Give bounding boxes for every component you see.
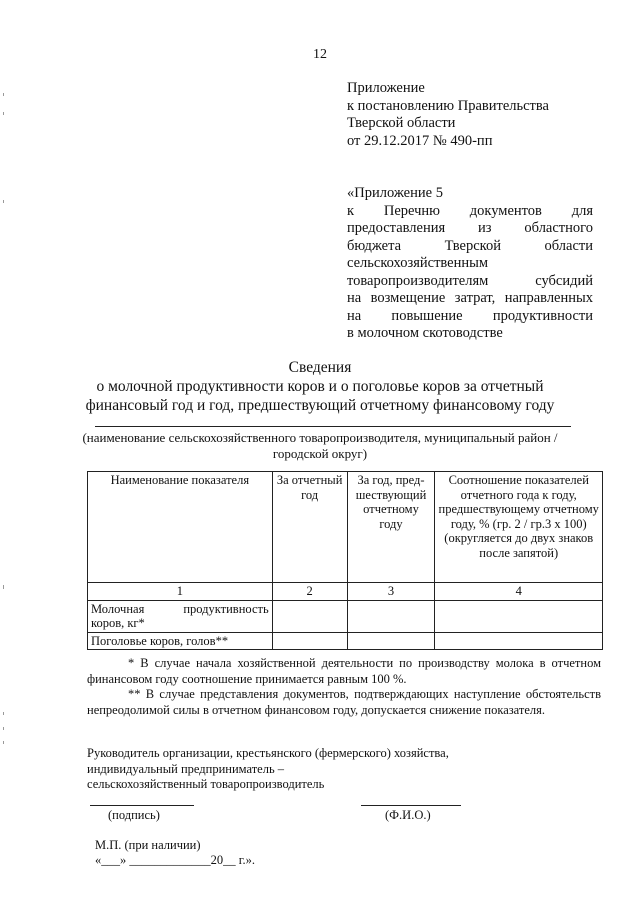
signature-underline	[90, 805, 194, 806]
approval-line: к постановлению Правительства	[347, 97, 549, 114]
annex-line: на повышение продуктивности	[347, 307, 593, 324]
table-header-cell: Соотношение показателей отчетного года к году, предшествующему отчетному году, % (гр. 2 / гр.3 х 100) (округляется до двух знаков после запятой)	[435, 472, 603, 583]
annex-body	[347, 203, 593, 343]
row-label-part: коров, кг*	[91, 616, 145, 630]
table-header-cell: За отчетный год	[272, 472, 347, 583]
annex-line: сельскохозяйственным	[347, 255, 489, 271]
table-header-cell: Наименование показателя	[88, 472, 273, 583]
scan-mark	[3, 200, 4, 203]
indicators-table	[87, 471, 603, 650]
column-number: 4	[435, 583, 603, 601]
annex-line: на возмещение затрат, направленных	[347, 290, 593, 306]
table-cell	[347, 632, 435, 650]
annex-title: «Приложение 5	[347, 185, 443, 201]
signature-line: сельскохозяйственный товаропроизводитель	[87, 777, 325, 791]
table-header-row	[88, 472, 603, 583]
fio-caption: (Ф.И.О.)	[385, 808, 431, 822]
table-cell	[347, 600, 435, 632]
caption-line: (наименование сельскохозяйственного товаропроизводителя, муниципальный район /	[82, 430, 558, 445]
signature-caption: (подпись)	[108, 808, 160, 822]
stamp-place: М.П. (при наличии)	[95, 838, 201, 852]
title-line: финансовый год и год, предшествующий отчетному финансовому году	[85, 397, 555, 414]
approval-line: от 29.12.2017 № 490-пп	[347, 132, 493, 149]
scan-mark	[3, 93, 4, 96]
fio-underline	[361, 805, 461, 806]
signature-line: Руководитель организации, крестьянского (фермерского) хозяйства,	[87, 746, 449, 760]
row-label-part: продуктивность	[183, 601, 269, 616]
approval-line: Тверской области	[347, 115, 456, 131]
footnote: ** В случае представления документов, подтверждающих наступление обстоятельств непреодолимой силы в отчетном финансовом году, допускается снижение показателя.	[87, 687, 601, 717]
annex-header	[347, 185, 593, 343]
footnote: * В случае начала хозяйственной деятельности по производству молока в отчетном финансовом году соотношение принимается равным 100 %.	[87, 656, 601, 686]
table-cell	[435, 632, 603, 650]
row-label	[88, 600, 273, 632]
annex-line: в молочном скотоводстве	[347, 325, 503, 341]
scan-mark	[3, 741, 4, 744]
table-row	[88, 600, 603, 632]
table-cell	[272, 632, 347, 650]
signature-block	[87, 746, 449, 793]
column-number: 3	[347, 583, 435, 601]
approval-header	[347, 80, 549, 150]
title-line: о молочной продуктивности коров и о поголовье коров за отчетный	[96, 378, 544, 395]
scan-mark	[3, 727, 4, 730]
table-header-cell: За год, пред-шествующий отчетному году	[347, 472, 435, 583]
scan-mark	[3, 112, 4, 115]
page-number: 12	[313, 47, 327, 62]
table-row	[88, 632, 603, 650]
caption-line: городской округ)	[272, 445, 368, 461]
row-label: Поголовье коров, голов**	[88, 632, 273, 650]
annex-line: к Перечню документов для	[347, 202, 593, 219]
organization-fill-line	[95, 426, 571, 427]
footnotes	[87, 656, 601, 718]
row-label-part: Молочная	[91, 601, 145, 616]
table-cell	[272, 600, 347, 632]
annex-line: предоставления из областного	[347, 220, 593, 236]
title-line: Сведения	[288, 359, 352, 376]
document-title	[60, 358, 580, 415]
column-number: 2	[272, 583, 347, 601]
date-line: «___» _____________20__ г.».	[95, 853, 255, 867]
annex-line: товаропроизводителям субсидий	[347, 272, 593, 289]
organization-caption	[60, 430, 580, 461]
column-number: 1	[88, 583, 273, 601]
table-column-numbers-row	[88, 583, 603, 601]
table-cell	[435, 600, 603, 632]
scan-mark	[3, 585, 4, 589]
approval-line: Приложение	[347, 80, 425, 96]
annex-line: бюджета Тверской области	[347, 237, 593, 254]
signature-line: индивидуальный предприниматель –	[87, 761, 285, 776]
scan-mark	[3, 712, 4, 715]
